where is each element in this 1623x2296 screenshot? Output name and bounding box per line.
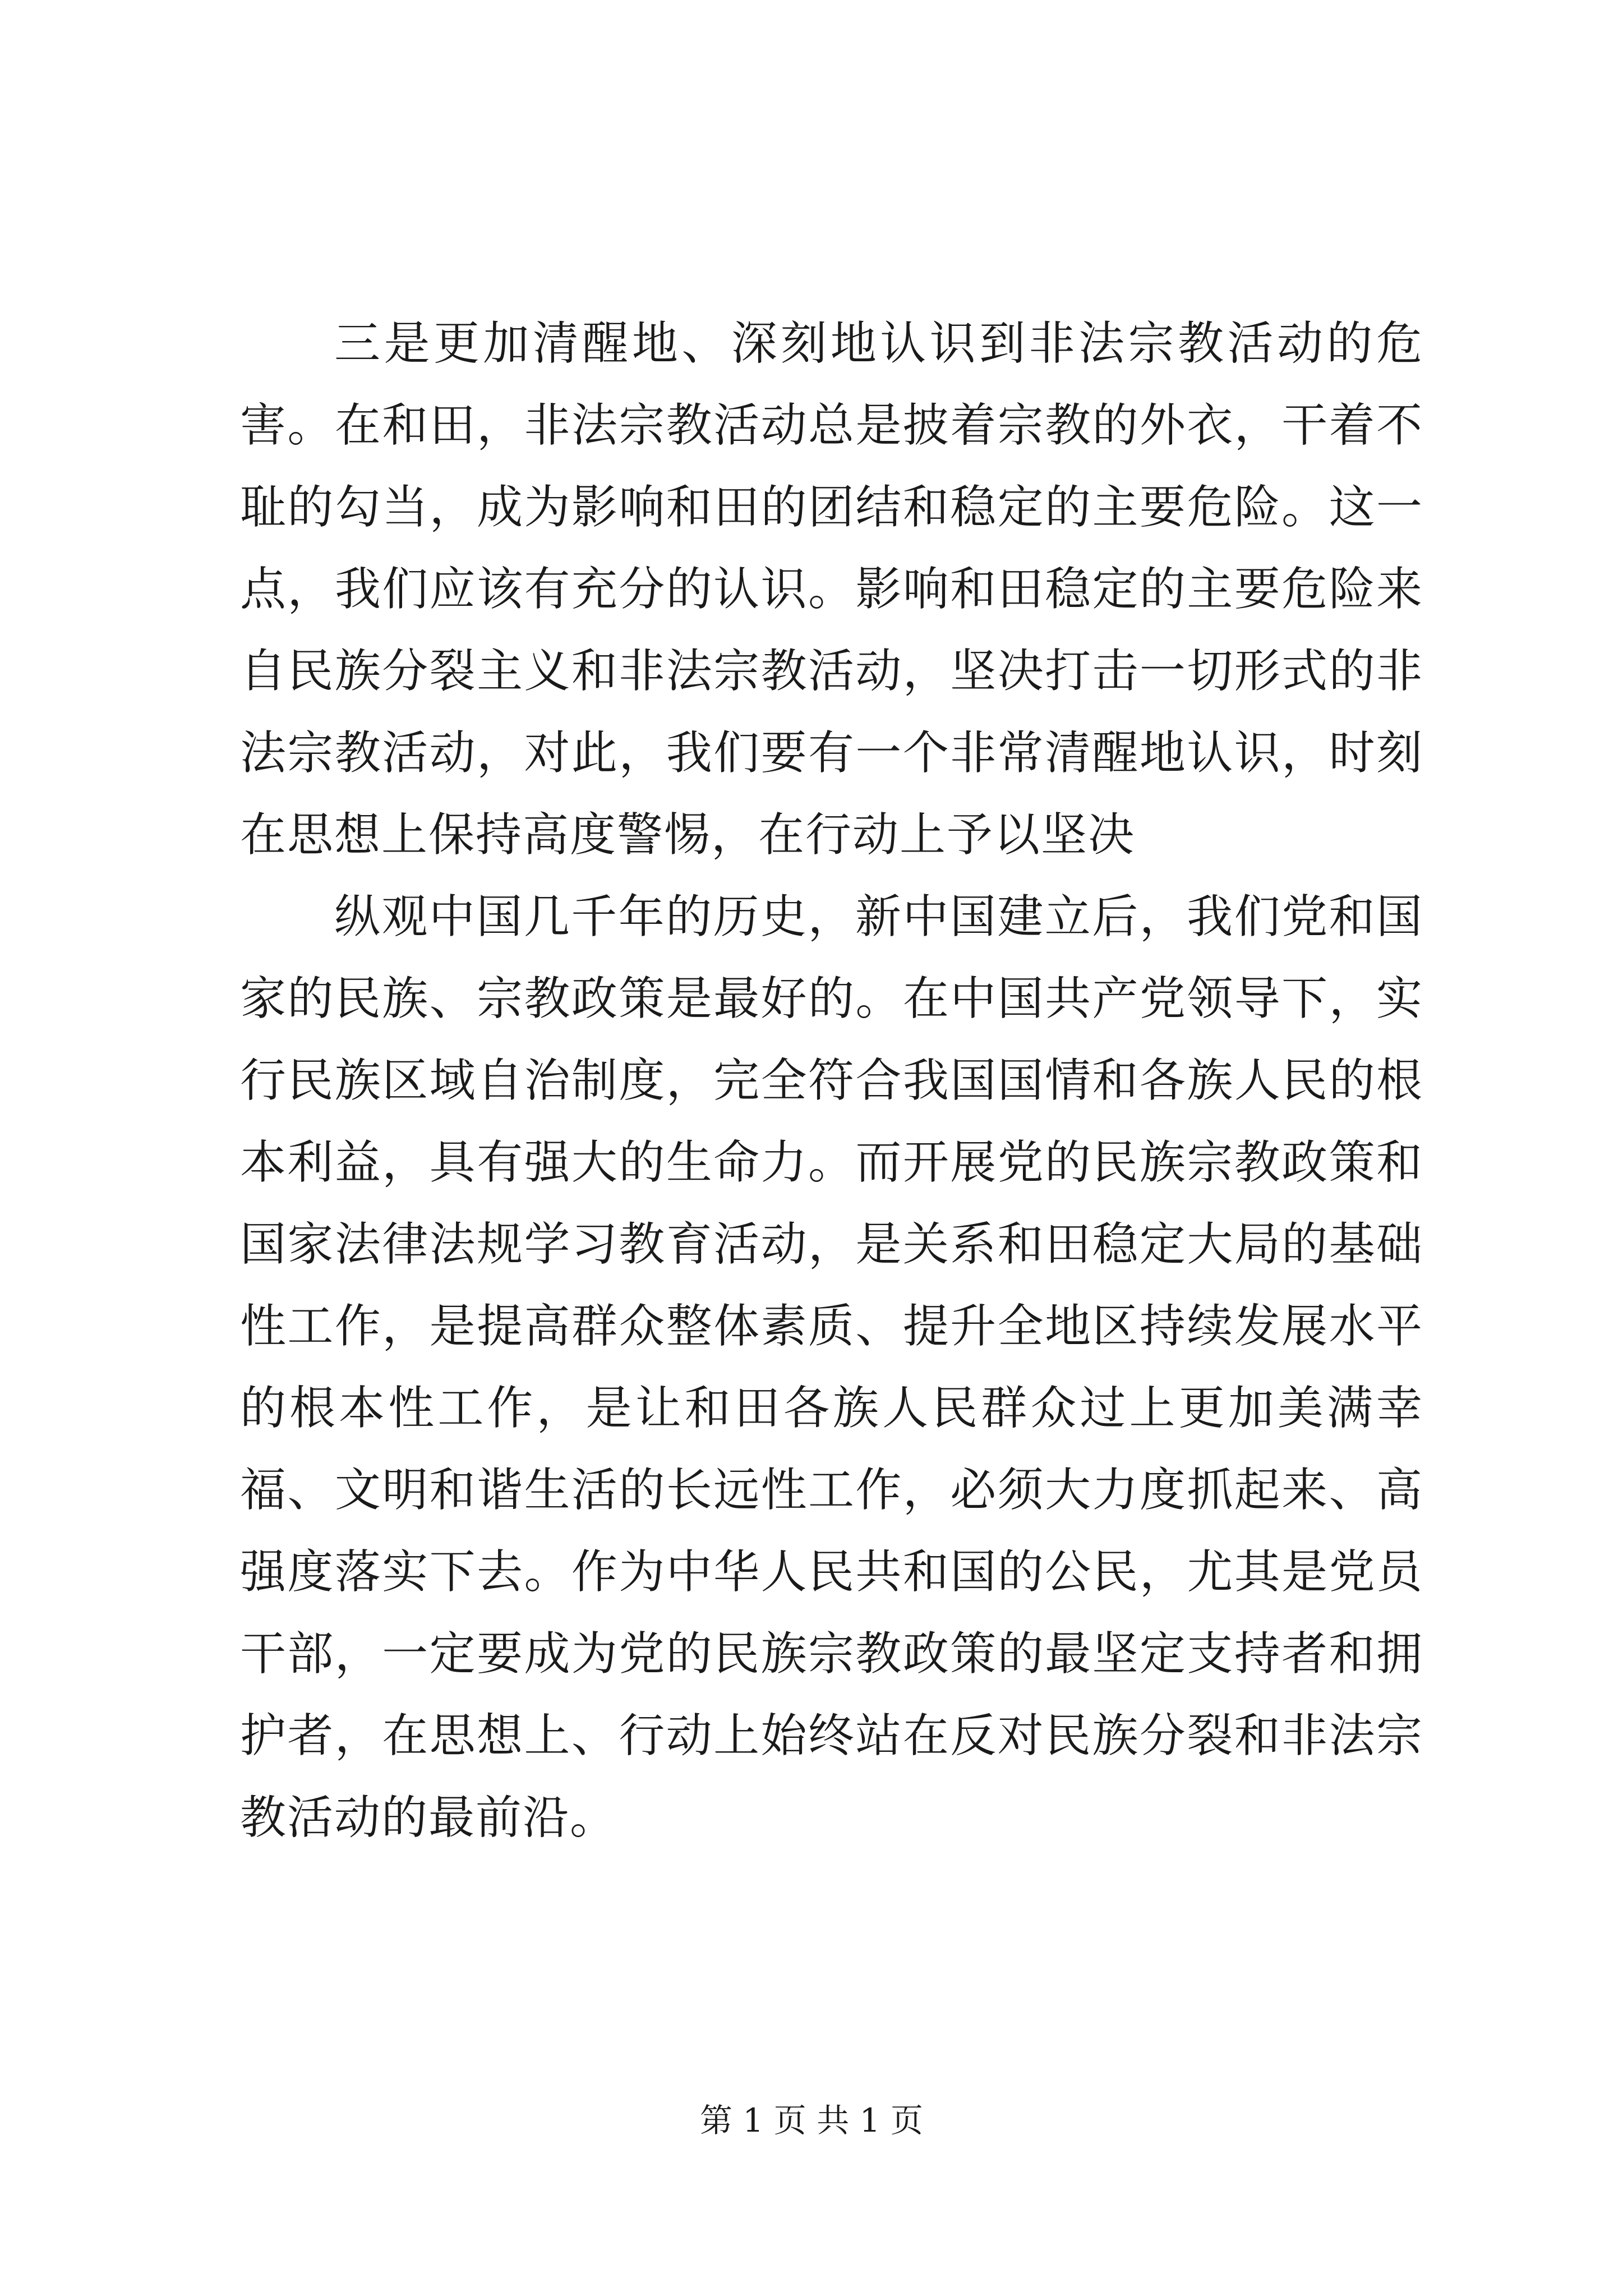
paragraph-1: 三是更加清醒地、深刻地认识到非法宗教活动的危害。在和田，非法宗教活动总是披着宗教的外衣，干着不耻的勾当，成为影响和田的团结和稳定的主要危险。这一点，我们应该有充分的认识。影响和田稳定的主要危险来自民族分裂主义和非法宗教活动，坚决打击一切形式的非法宗教活动，对此，我们要有一个非常清醒地认识，时刻在思想上保持高度警惕，在行动上予以坚决 [240,317,1423,862]
document-body [240,303,1423,1859]
page-footer: 第 1 页 共 1 页 [700,2101,923,2139]
paragraph-2: 纵观中国几千年的历史，新中国建立后，我们党和国家的民族、宗教政策是最好的。在中国共产党领导下，实行民族区域自治制度，完全符合我国国情和各族人民的根本利益，具有强大的生命力。而开展党的民族宗教政策和国家法律法规学习教育活动，是关系和田稳定大局的基础性工作，是提高群众整体素质、提升全地区持续发展水平的根本性工作，是让和田各族人民群众过上更加美满幸福、文明和谐生活的长远性工作，必须大力度抓起来、高强度落实下去。作为中华人民共和国的公民，尤其是党员干部，一定要成为党的民族宗教政策的最坚定支持者和拥护者，在思想上、行动上始终站在反对民族分裂和非法宗教活动的最前沿。 [240,890,1423,1844]
